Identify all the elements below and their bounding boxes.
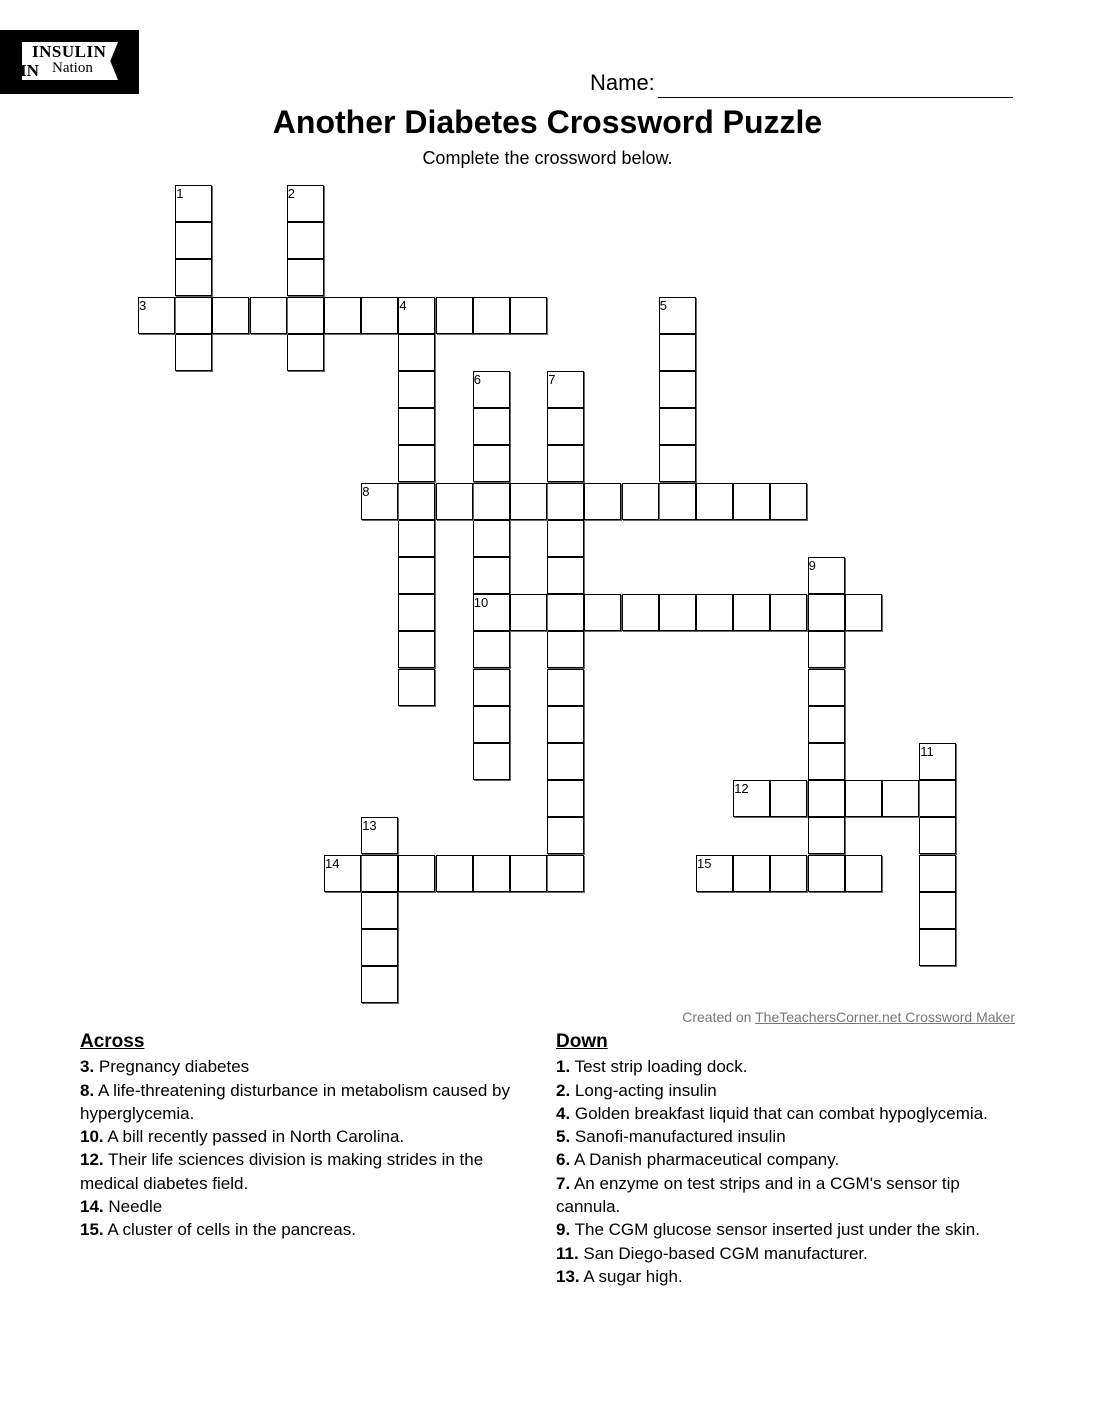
grid-cell[interactable] — [919, 892, 956, 929]
grid-cell[interactable] — [398, 371, 435, 408]
clue-number: 15. — [80, 1220, 104, 1240]
grid-cell[interactable] — [473, 408, 510, 445]
grid-cell[interactable] — [547, 371, 584, 408]
grid-cell[interactable] — [808, 855, 845, 892]
clue-text: Sanofi-manufactured insulin — [570, 1127, 786, 1147]
grid-cell[interactable] — [398, 408, 435, 445]
grid-cell[interactable] — [473, 706, 510, 743]
grid-cell[interactable] — [770, 594, 807, 631]
clue-number-label: 7 — [548, 372, 556, 387]
grid-cell[interactable] — [287, 185, 324, 222]
clue-text: A bill recently passed in North Carolina. — [103, 1127, 405, 1147]
grid-cell[interactable] — [473, 297, 510, 334]
down-heading: Down — [556, 1031, 608, 1052]
grid-cell[interactable] — [398, 669, 435, 706]
clue-number-label: 14 — [325, 855, 340, 871]
grid-cell[interactable] — [175, 185, 212, 222]
clue-number-label: 15 — [697, 855, 712, 871]
grid-cell[interactable] — [175, 334, 212, 371]
grid-cell[interactable] — [845, 780, 882, 817]
down-clue — [556, 1265, 1016, 1288]
down-clue — [556, 1218, 1016, 1241]
grid-cell[interactable] — [473, 631, 510, 668]
grid-cell[interactable] — [473, 594, 510, 631]
grid-cell[interactable] — [808, 631, 845, 668]
credit-prefix: Created on — [682, 1009, 756, 1025]
grid-cell[interactable] — [770, 855, 807, 892]
grid-cell[interactable] — [845, 594, 882, 631]
clue-number: 11. — [556, 1243, 579, 1263]
grid-cell[interactable] — [696, 483, 733, 520]
grid-cell[interactable] — [696, 855, 733, 892]
across-clues — [80, 1030, 540, 1242]
grid-cell[interactable] — [324, 855, 361, 892]
grid-cell[interactable] — [510, 483, 547, 520]
clue-text: A Danish pharmaceutical company. — [570, 1150, 840, 1170]
grid-cell[interactable] — [584, 483, 621, 520]
clue-number-label: 5 — [659, 297, 668, 313]
page-subtitle: Complete the crossword below. — [422, 148, 673, 168]
down-clues — [556, 1030, 1016, 1288]
grid-cell[interactable] — [547, 855, 584, 892]
grid-cell[interactable] — [287, 334, 324, 371]
down-clue — [556, 1125, 1016, 1148]
grid-cell[interactable] — [287, 297, 324, 334]
grid-cell[interactable] — [361, 892, 398, 929]
grid-cell[interactable] — [473, 669, 510, 706]
grid-cell[interactable] — [212, 297, 249, 334]
grid-cell[interactable] — [696, 594, 733, 631]
grid-cell[interactable] — [808, 594, 845, 631]
grid-cell[interactable] — [808, 817, 845, 854]
grid-cell[interactable] — [473, 371, 510, 408]
across-clue — [80, 1125, 540, 1148]
clue-number-label: 2 — [287, 186, 296, 201]
grid-cell[interactable] — [547, 483, 584, 520]
grid-cell[interactable] — [547, 817, 584, 854]
clue-number: 1. — [556, 1057, 571, 1077]
grid-cell[interactable] — [175, 259, 212, 296]
clue-number-label: 9 — [808, 558, 816, 573]
grid-cell[interactable] — [473, 520, 510, 557]
down-clue — [556, 1055, 1016, 1078]
clue-number: 4. — [556, 1103, 571, 1123]
insulin-nation-logo — [0, 30, 139, 94]
across-clue-list — [80, 1055, 540, 1241]
across-clue — [80, 1148, 540, 1195]
clue-number: 3. — [80, 1057, 95, 1077]
grid-cell[interactable] — [919, 780, 956, 817]
clue-number-label: 13 — [362, 818, 377, 834]
grid-cell[interactable] — [436, 855, 473, 892]
grid-cell[interactable] — [175, 297, 212, 334]
grid-cell[interactable] — [398, 334, 435, 371]
credit-link[interactable]: TheTeachersCorner.net Crossword Maker — [755, 1009, 1015, 1025]
name-field-line[interactable] — [658, 97, 1013, 98]
grid-cell[interactable] — [473, 855, 510, 892]
grid-cell[interactable] — [398, 557, 435, 594]
grid-cell[interactable] — [659, 334, 696, 371]
grid-cell[interactable] — [510, 594, 547, 631]
clue-text: A life-threatening disturbance in metabolism caused by hyperglycemia. — [80, 1080, 510, 1123]
grid-cell[interactable] — [436, 483, 473, 520]
grid-cell[interactable] — [584, 594, 621, 631]
grid-cell[interactable] — [361, 966, 398, 1003]
across-clue — [80, 1055, 540, 1078]
grid-cell[interactable] — [770, 483, 807, 520]
grid-cell[interactable] — [547, 631, 584, 668]
grid-cell[interactable] — [547, 706, 584, 743]
down-clue — [556, 1102, 1016, 1125]
grid-cell[interactable] — [473, 557, 510, 594]
grid-cell[interactable] — [919, 743, 956, 780]
clue-number-label: 4 — [399, 297, 407, 313]
page-title: Another Diabetes Crossword Puzzle — [272, 104, 823, 140]
grid-cell[interactable] — [547, 669, 584, 706]
grid-cell[interactable] — [398, 631, 435, 668]
clue-text: Golden breakfast liquid that can combat hypoglycemia. — [570, 1103, 988, 1123]
grid-cell[interactable] — [659, 483, 696, 520]
grid-cell[interactable] — [361, 817, 398, 854]
grid-cell[interactable] — [175, 222, 212, 259]
down-clue-list — [556, 1055, 1016, 1288]
grid-cell[interactable] — [919, 855, 956, 892]
grid-cell[interactable] — [547, 594, 584, 631]
clue-number: 12. — [80, 1150, 104, 1170]
grid-cell[interactable] — [398, 855, 435, 892]
grid-cell[interactable] — [138, 297, 175, 334]
grid-cell[interactable] — [808, 780, 845, 817]
grid-cell[interactable] — [547, 445, 584, 482]
grid-cell[interactable] — [659, 445, 696, 482]
grid-cell[interactable] — [659, 371, 696, 408]
across-clue — [80, 1218, 540, 1241]
clue-number: 14. — [80, 1197, 104, 1217]
grid-cell[interactable] — [733, 483, 770, 520]
grid-cell[interactable] — [808, 743, 845, 780]
clue-text: Pregnancy diabetes — [94, 1057, 250, 1077]
grid-cell[interactable] — [473, 483, 510, 520]
grid-cell[interactable] — [547, 520, 584, 557]
clue-text: Long-acting insulin — [570, 1080, 717, 1100]
grid-cell[interactable] — [808, 706, 845, 743]
clue-number: 6. — [556, 1150, 571, 1170]
clue-text: An enzyme on test strips and in a CGM's sensor tip cannula. — [556, 1173, 960, 1217]
grid-cell[interactable] — [324, 297, 361, 334]
clue-text: Needle — [103, 1197, 163, 1217]
grid-cell[interactable] — [398, 483, 435, 520]
clue-number-label: 1 — [176, 186, 184, 201]
grid-cell[interactable] — [361, 855, 398, 892]
grid-cell[interactable] — [547, 557, 584, 594]
across-clue — [80, 1079, 540, 1126]
down-clue — [556, 1242, 1016, 1265]
grid-cell[interactable] — [547, 743, 584, 780]
clue-number-label: 3 — [139, 297, 147, 313]
logo-text-in: IN — [20, 61, 39, 80]
grid-cell[interactable] — [510, 297, 547, 334]
grid-cell[interactable] — [622, 594, 659, 631]
grid-cell[interactable] — [659, 408, 696, 445]
grid-cell[interactable] — [473, 445, 510, 482]
clue-number: 13. — [556, 1266, 580, 1286]
clue-number-label: 6 — [473, 372, 482, 387]
across-heading: Across — [80, 1031, 145, 1052]
grid-cell[interactable] — [845, 855, 882, 892]
grid-cell[interactable] — [808, 557, 845, 594]
grid-cell[interactable] — [882, 780, 919, 817]
clue-text: Their life sciences division is making strides in the medical diabetes field. — [80, 1150, 484, 1193]
grid-cell[interactable] — [547, 780, 584, 817]
name-label: Name: — [590, 70, 655, 95]
grid-cell[interactable] — [398, 520, 435, 557]
clue-number: 8. — [80, 1080, 95, 1100]
grid-cell[interactable] — [250, 297, 287, 334]
down-clue — [556, 1148, 1016, 1171]
grid-cell[interactable] — [398, 594, 435, 631]
grid-cell[interactable] — [919, 929, 956, 966]
across-clue — [80, 1195, 540, 1218]
clue-number: 10. — [80, 1127, 104, 1147]
grid-cell[interactable] — [808, 669, 845, 706]
clue-text: A cluster of cells in the pancreas. — [103, 1220, 356, 1240]
grid-cell[interactable] — [398, 445, 435, 482]
clue-text: A sugar high. — [579, 1266, 683, 1286]
clue-text: The CGM glucose sensor inserted just under the skin. — [570, 1220, 980, 1240]
grid-cell[interactable] — [510, 855, 547, 892]
grid-cell[interactable] — [659, 297, 696, 334]
grid-cell[interactable] — [361, 929, 398, 966]
grid-cell[interactable] — [287, 259, 324, 296]
clue-text: Test strip loading dock. — [570, 1057, 748, 1077]
grid-cell[interactable] — [398, 297, 435, 334]
clue-number-label: 11 — [920, 744, 934, 759]
grid-cell[interactable] — [361, 297, 398, 334]
clue-number: 7. — [556, 1173, 571, 1193]
grid-cell[interactable] — [473, 743, 510, 780]
grid-cell[interactable] — [622, 483, 659, 520]
clue-text: San Diego-based CGM manufacturer. — [578, 1243, 868, 1263]
grid-cell[interactable] — [659, 594, 696, 631]
clue-number: 2. — [556, 1080, 571, 1100]
logo-text-insulin: INSULIN — [32, 42, 107, 61]
grid-cell[interactable] — [287, 222, 324, 259]
grid-cell[interactable] — [733, 780, 770, 817]
clue-number-label: 8 — [362, 483, 370, 499]
credit-line — [682, 1009, 1015, 1025]
clue-number: 5. — [556, 1127, 571, 1147]
clue-number: 9. — [556, 1220, 571, 1240]
grid-cell[interactable] — [770, 780, 807, 817]
clue-number-label: 10 — [473, 595, 489, 611]
logo-text-nation: Nation — [52, 60, 93, 76]
grid-cell[interactable] — [361, 483, 398, 520]
grid-cell[interactable] — [547, 408, 584, 445]
down-clue — [556, 1079, 1016, 1102]
grid-cell[interactable] — [919, 817, 956, 854]
down-clue — [556, 1172, 1016, 1219]
clue-number-label: 12 — [734, 781, 749, 797]
grid-cell[interactable] — [733, 855, 770, 892]
grid-cell[interactable] — [436, 297, 473, 334]
grid-cell[interactable] — [733, 594, 770, 631]
